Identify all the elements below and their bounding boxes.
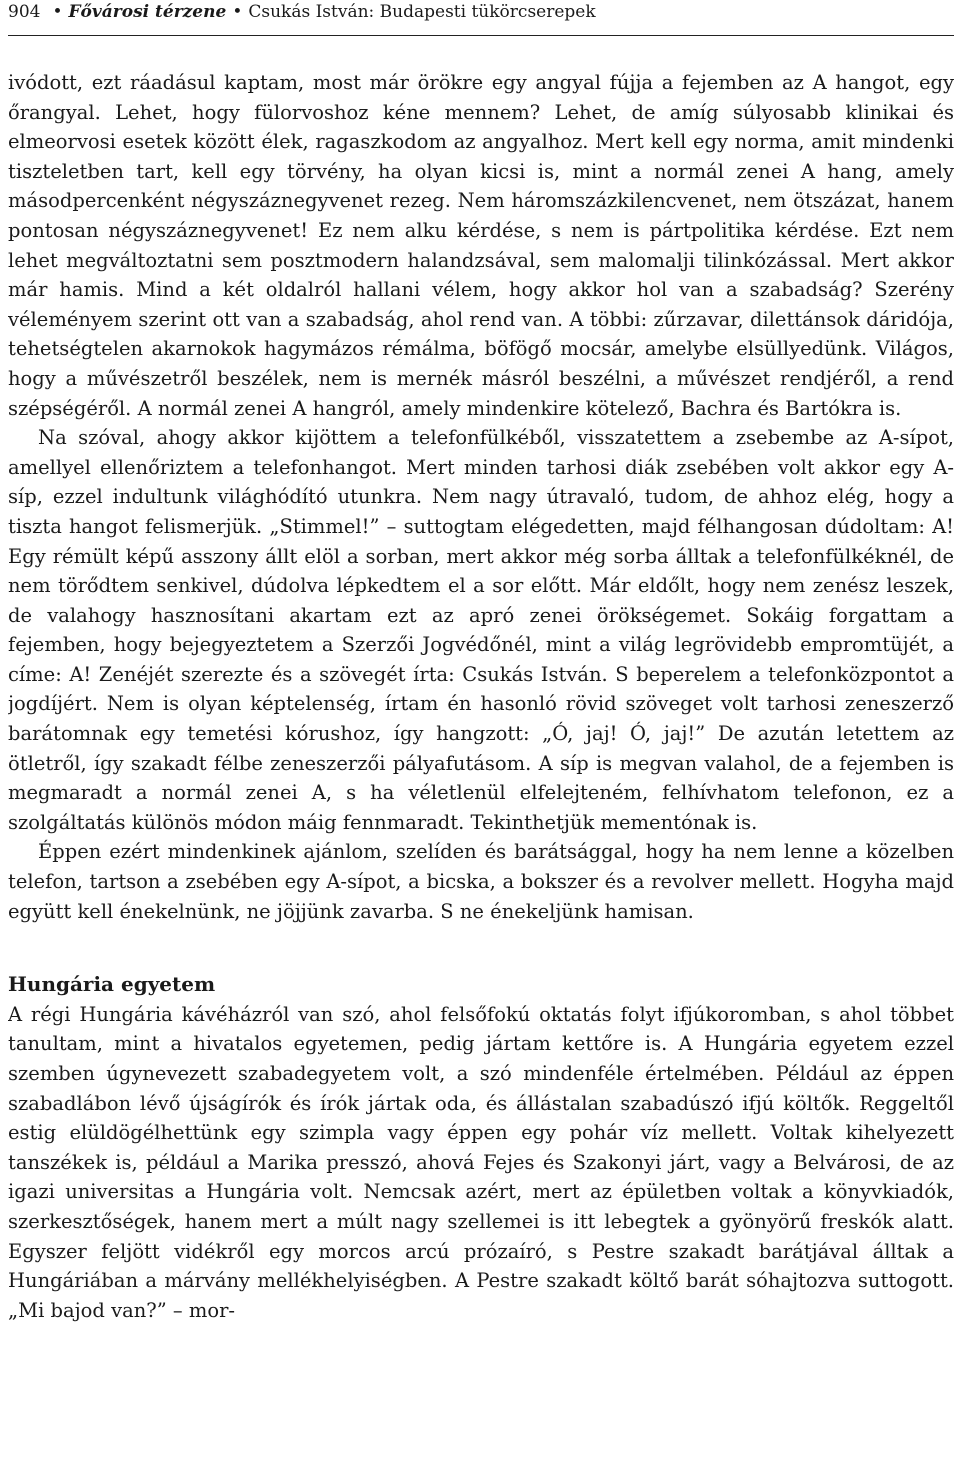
paragraph: A régi Hungária kávéházról van szó, ahol felsőfokú oktatás folyt ifjúkoromban, s ahol többet tanultam, mint a hivatalos egyetemen, pedig jártam kettőre is. A Hungária egyetem ezzel szemben úgynevezett szabadegyetem volt, a szó mindenféle értelmében. Például az éppen szabadlábon lévő újságírók és írók jártak oda, és állástalan szabadúszó ifjú költők. Reggeltől estig elüldögélhettünk egy szimpla vagy éppen egy pohár víz mellett. Voltak kihelyezett tanszékek is, például a Marika presszó, ahová Fejes és Szakonyi járt, vagy a Belvárosi, de az igazi universitas a Hungária volt. Nemcsak azért, mert az épületben voltak a könyvkiadók, szerkesztőségek, hanem mert a múlt nagy szellemei is itt lebegtek a gyönyörű freskók alatt. Egyszer feljött vidékről egy morcos arcú prózaíró, s Pestre szakadt barátjával álltak a Hungáriában a márvány mellékhelyiségben. A Pestre szakadt költő barát sóhajtozva suttogott. „Mi bajod van?” – mor- xyxy=(8,1002,954,1322)
body-text xyxy=(8,68,954,1325)
bullet-separator: • xyxy=(52,2,63,22)
bullet-separator: • xyxy=(232,2,243,22)
paragraph: Na szóval, ahogy akkor kijöttem a telefonfülkéből, visszatettem a zsebembe az A-sípot, amellyel ellenőriztem a telefonhangot. Mert minden tarhosi diák zsebében volt akkor egy A-síp, ezzel indultunk világhódító utunkra. Nem nagy útravaló, tudom, de ahhoz elég, hogy a tiszta hangot felismerjük. „Stimmel!” – suttogtam elégedetten, majd félhangosan dúdoltam: A! Egy rémült képű asszony állt elöl a sorban, mert akkor még sorba álltak a telefonfülkéknél, de nem törődtem senkivel, dúdolva lépkedtem el a sor előtt. Már eldőlt, hogy nem zenész leszek, de valahogy hasznosítani akartam ezt az apró zenei örökségemet. Sokáig forgattam a fejemben, hogy bejegyeztetem a Szerzői Jogvédőnél, mint a világ legrövidebb empromtüjét, a címe: A! Zenéjét szerezte és a szövegét írta: Csukás István. S beperelem a telefonközpontot a jogdíjért. Nem is olyan képtelenség, írtam én hasonló rövid szöveget volt tarhosi zeneszerző barátomnak egy temetési kórushoz, így hangzott: „Ó, jaj! Ó, jaj!” De azután letettem az ötletről, így szakadt félbe zeneszerzői pályafutásom. A síp is megvan valahol, de a fejemben is megmaradt a normál zenei A, s ha véletlenül elfelejteném, felhívhatom telefonon, ez a szolgáltatás különös módon máig fennmaradt. Tekinthetjük mementónak is. xyxy=(8,426,954,834)
page-number: 904 xyxy=(8,2,41,22)
running-header xyxy=(8,0,954,36)
section-name: Fővárosi térzene xyxy=(68,2,227,22)
book-page xyxy=(8,0,954,1477)
paragraph: ivódott, ezt ráadásul kaptam, most már örökre egy angyal fújja a fejemben az A hangot, egy őrangyal. Lehet, hogy fülorvoshoz kéne mennem? Lehet, de amíg súlyosabb klinikai és elmeorvosi esetek között élek, ragaszkodom az angyalhoz. Mert kell egy norma, amit mindenki tiszteletben tart, kell egy törvény, ha olyan kicsi is, mint a normál zenei A hang, amely másodpercenként négyszáznegyvenet rezeg. Nem háromszázkilencvenet, nem ötszázat, hanem pontosan négyszáznegyvenet! Ez nem alku kérdése, s nem is pártpolitika kérdése. Ezt nem lehet megváltoztatni sem posztmodern halandzsával, sem malomalji tilinkózással. Mert akkor már hamis. Mind a két oldalról hallani vélem, hogy akkor hol van a szabadság? Szerény véleményem szerint ott van a szabadság, ahol rend van. A többi: zűrzavar, dilettánsok dáridója, tehetségtelen akarnokok hagymázos rémálma, böfögő mocsár, amelybe elsüllyedünk. Világos, hogy a művészetről beszélek, nem is mernék másról beszélni, a művészet rendjéről, a rend szépségéről. A normál zenei A hangról, amely mindenkire kötelező, Bachra és Bartókra is. xyxy=(8,71,954,420)
section-heading: Hungária egyetem xyxy=(8,972,216,997)
paragraph: Éppen ezért mindenkinek ajánlom, szelíden és barátsággal, hogy ha nem lenne a közelben telefon, tartson a zsebében egy A-sípot, a bicska, a bokszer és a revolver mellett. Hogyha majd együtt kell énekelnünk, ne jöjjünk zavarba. S ne énekeljünk hamisan. xyxy=(8,840,954,923)
author-and-title: Csukás István: Budapesti tükörcserepek xyxy=(248,2,596,22)
